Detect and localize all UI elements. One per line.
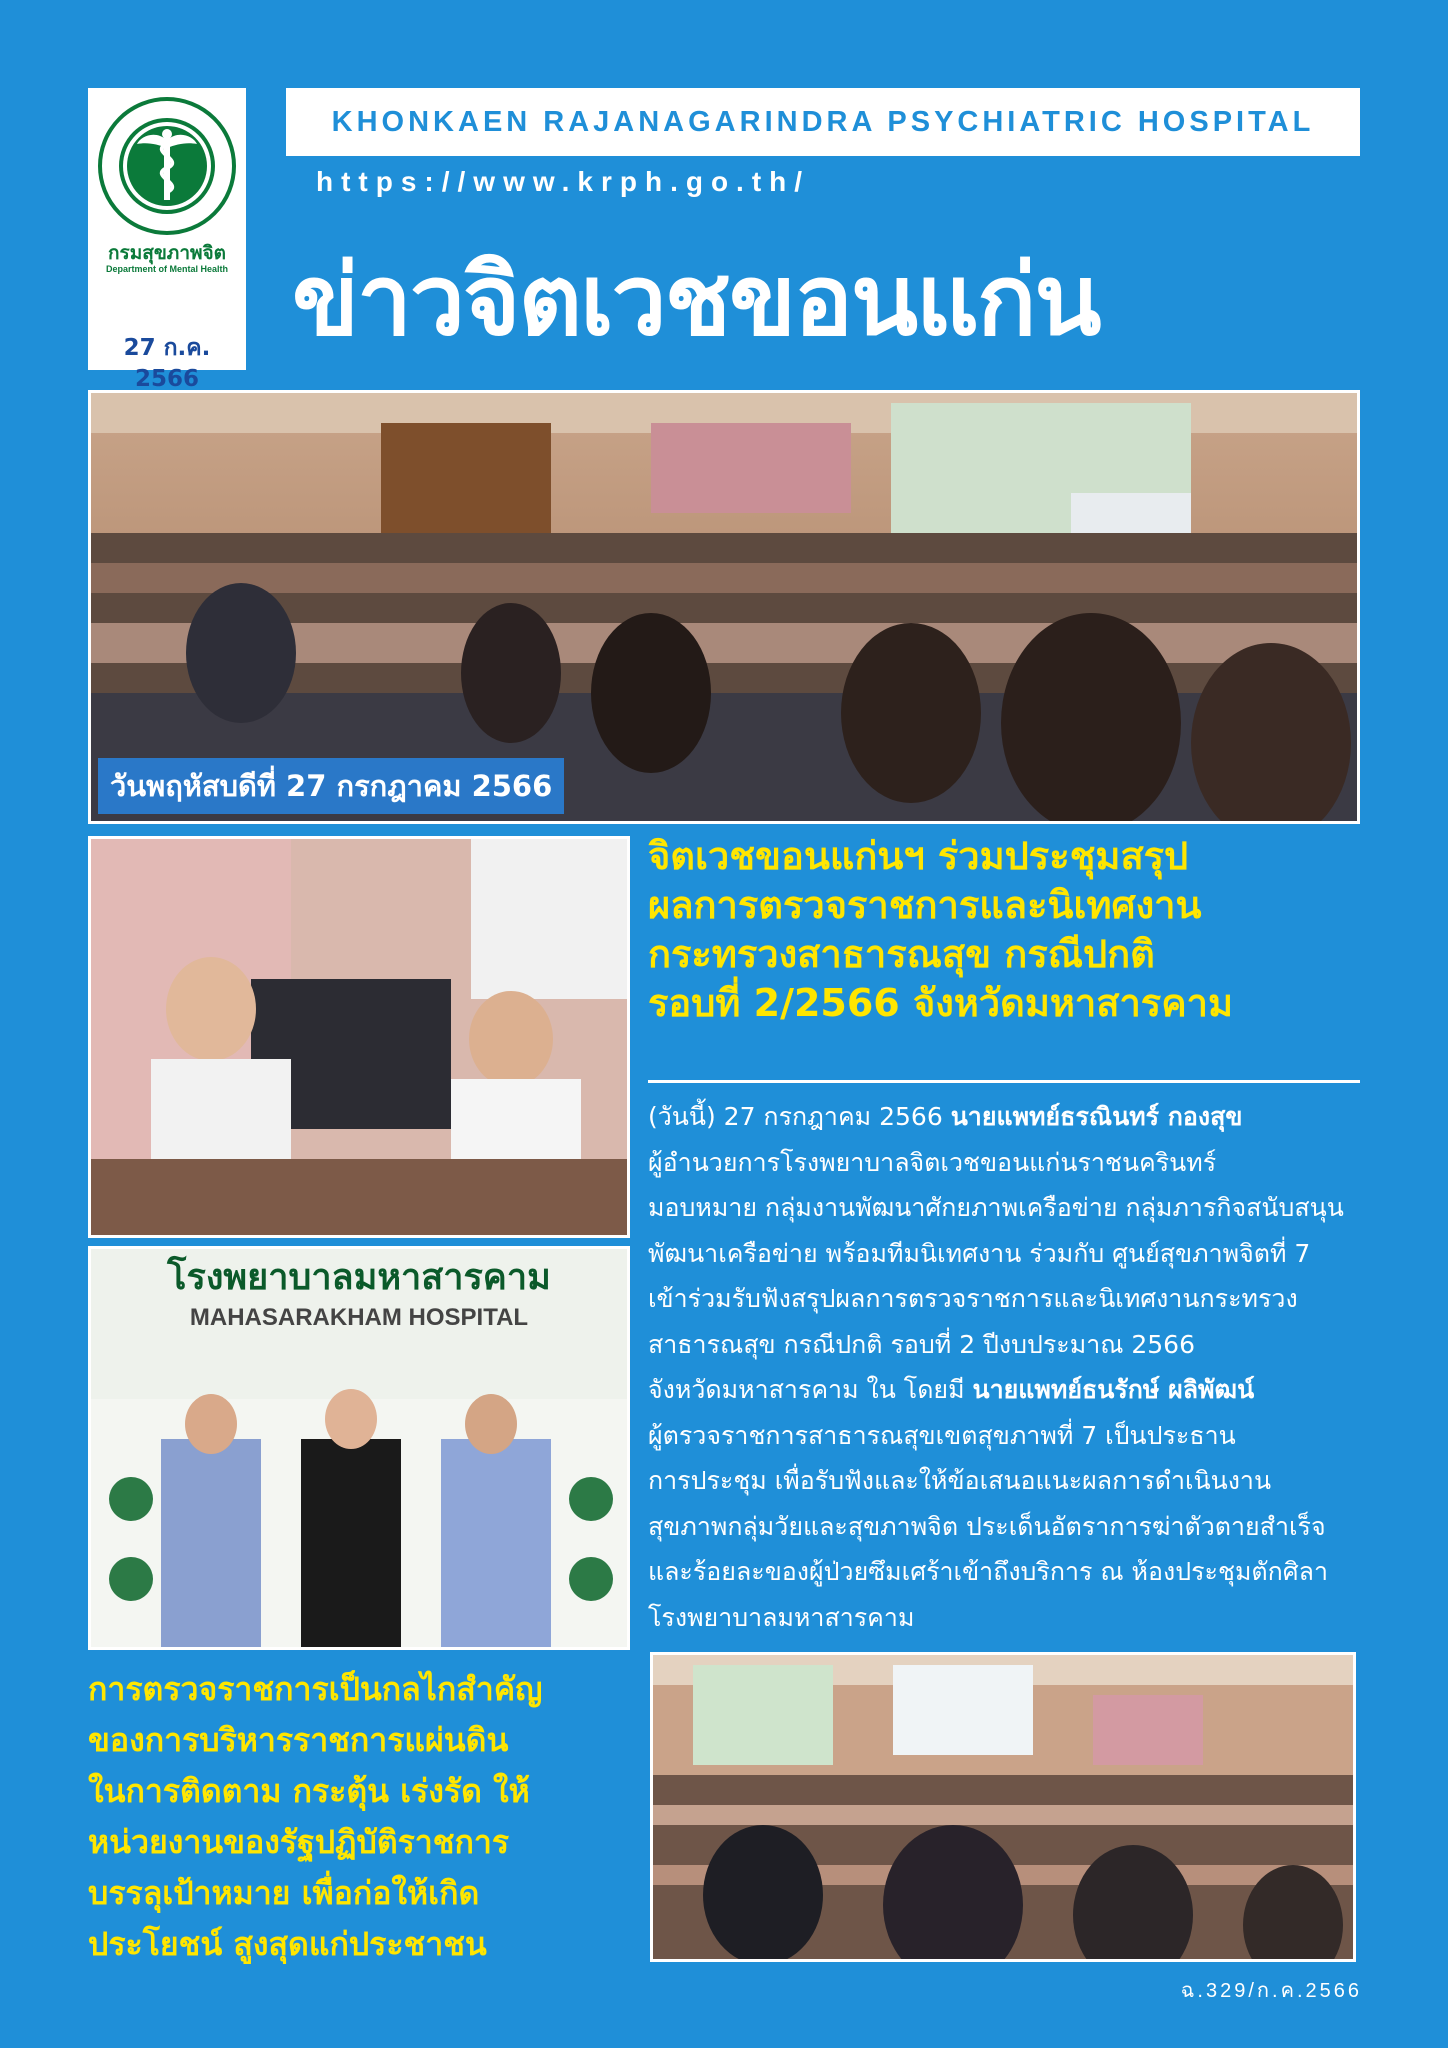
meeting-room-photo	[650, 1652, 1356, 1962]
document-number: ฉ.329/ก.ค.2566	[1180, 1980, 1362, 2002]
masthead-title: ข่าวจิตเวชขอนแก่น	[292, 244, 1100, 358]
body-line: จังหวัดมหาสารคาม ใน โดยมี นายแพทย์ธนรักษ์ ผลิพัฒน์	[648, 1375, 1255, 1404]
inspector-name: นายแพทย์ธนรักษ์ ผลิพัฒน์	[972, 1375, 1255, 1404]
website-link[interactable]: https://www.krph.go.th/	[316, 166, 811, 197]
news-headline	[648, 832, 1360, 1028]
quote-line: ของการบริหารราชการแผ่นดิน	[88, 1721, 509, 1759]
body-line: ผู้ตรวจราชการสาธารณสุขเขตสุขภาพที่ 7 เป็นประธาน	[648, 1420, 1236, 1450]
quote-line: ในการติดตาม กระตุ้น เร่งรัด ให้	[88, 1772, 530, 1810]
body-line: สาธารณสุข กรณีปกติ รอบที่ 2 ปีงบประมาณ 2566	[648, 1329, 1195, 1359]
sign-hospital-en: MAHASARAKHAM HOSPITAL	[189, 1304, 529, 1331]
hospital-name: KHONKAEN RAJANAGARINDRA PSYCHIATRIC HOSPITAL	[331, 106, 1315, 138]
body-line: การประชุม เพื่อรับฟังและให้ข้อเสนอแนะผลการดำเนินงาน	[648, 1466, 1272, 1495]
inspection-quote	[88, 1664, 638, 1970]
body-line: เข้าร่วมรับฟังสรุปผลการตรวจราชการและนิเทศงานกระทรวง	[648, 1284, 1298, 1313]
body-line: พัฒนาเครือข่าย พร้อมทีมนิเทศงาน ร่วมกับ ศูนย์สุขภาพจิตที่ 7	[648, 1238, 1311, 1268]
issue-date: 27 ก.ค. 2566	[123, 335, 211, 392]
headline-divider	[648, 1080, 1360, 1083]
hospital-name-band	[286, 88, 1360, 156]
body-line: และร้อยละของผู้ป่วยซึมเศร้าเข้าถึงบริการ ณ ห้องประชุมตักศิลา	[648, 1557, 1329, 1586]
department-name-th: กรมสุขภาพจิต	[107, 242, 226, 264]
ministry-emblem-icon	[97, 96, 237, 236]
body-line: (วันนี้) 27 กรกฎาคม 2566 นายแพทย์ธรณินทร์ กองสุข	[648, 1102, 1243, 1131]
date-caption: วันพฤหัสบดีที่ 27 กรกฎาคม 2566	[98, 758, 564, 814]
headline-line: ผลการตรวจราชการและนิเทศงาน	[648, 883, 1202, 927]
group-photo	[88, 1246, 630, 1650]
director-name: นายแพทย์ธรณินทร์ กองสุข	[950, 1102, 1243, 1131]
body-line: มอบหมาย กลุ่มงานพัฒนาศักยภาพเครือข่าย กลุ่มภารกิจสนับสนุน	[648, 1193, 1344, 1222]
ministry-logo-card	[88, 88, 246, 392]
headline-line: กระทรวงสาธารณสุข กรณีปกติ	[648, 932, 1155, 976]
quote-line: ประโยชน์ สูงสุดแก่ประชาชน	[88, 1925, 487, 1963]
headline-line: จิตเวชขอนแก่นฯ ร่วมประชุมสรุป	[648, 834, 1189, 878]
body-line: สุขภาพกลุ่มวัยและสุขภาพจิต ประเด็นอัตราการฆ่าตัวตายสำเร็จ	[648, 1511, 1326, 1541]
quote-line: การตรวจราชการเป็นกลไกสำคัญ	[88, 1670, 543, 1708]
body-line: ผู้อำนวยการโรงพยาบาลจิตเวชขอนแก่นราชนครินทร์	[648, 1147, 1217, 1177]
body-line: โรงพยาบาลมหาสารคาม	[648, 1602, 915, 1632]
headline-line: รอบที่ 2/2566 จังหวัดมหาสารคาม	[648, 981, 1234, 1025]
sign-hospital-th: โรงพยาบาลมหาสารคาม	[167, 1257, 551, 1298]
quote-line: บรรลุเป้าหมาย เพื่อก่อให้เกิด	[88, 1874, 480, 1912]
news-body	[648, 1094, 1360, 1640]
quote-line: หน่วยงานของรัฐปฏิบัติราชการ	[88, 1823, 510, 1861]
department-name-en: Department of Mental Health	[105, 264, 228, 274]
officials-photo	[88, 836, 630, 1238]
